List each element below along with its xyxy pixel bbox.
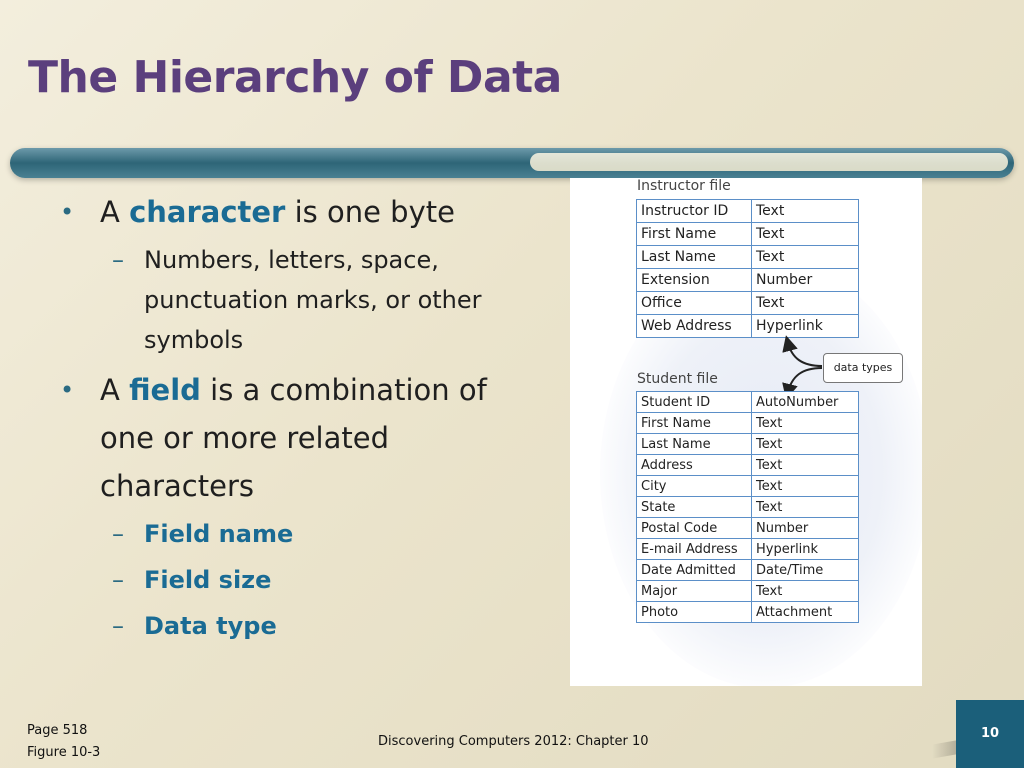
- bullet-field: [60, 366, 510, 510]
- dash-icon: –: [112, 566, 124, 594]
- student-table-row: [637, 392, 859, 413]
- data-type-cell: Attachment: [752, 602, 859, 623]
- student-table-row: [637, 476, 859, 497]
- field-name-cell: Address: [637, 455, 752, 476]
- bullet-text: is one byte: [294, 195, 455, 229]
- field-name-cell: Major: [637, 581, 752, 602]
- student-table-row: [637, 455, 859, 476]
- page-reference: Page 518: [27, 723, 88, 738]
- field-name-cell: Postal Code: [637, 518, 752, 539]
- footer-book-title: Discovering Computers 2012: Chapter 10: [378, 734, 649, 749]
- student-table-row: [637, 518, 859, 539]
- data-type-cell: Text: [752, 246, 859, 269]
- bullet-dot-icon: •: [60, 376, 75, 404]
- data-type-cell: Date/Time: [752, 560, 859, 581]
- field-name-cell: Last Name: [637, 246, 752, 269]
- data-type-cell: Text: [752, 581, 859, 602]
- field-name-cell: Instructor ID: [637, 200, 752, 223]
- slide-title: The Hierarchy of Data: [28, 52, 562, 103]
- student-file-label: Student file: [637, 371, 718, 387]
- data-type-cell: Text: [752, 200, 859, 223]
- sub-bullet: [60, 514, 510, 554]
- field-name-cell: First Name: [637, 223, 752, 246]
- student-table-row: [637, 539, 859, 560]
- sub-bullet-data-type: Data type: [144, 612, 277, 640]
- student-table-row: [637, 581, 859, 602]
- sub-bullet: [60, 606, 510, 646]
- bullet-prefix: A: [100, 195, 120, 229]
- data-type-cell: Text: [752, 292, 859, 315]
- field-name-cell: Student ID: [637, 392, 752, 413]
- sub-bullet-field-name: Field name: [144, 520, 294, 548]
- arrow-to-student-table: [788, 368, 822, 392]
- bullet-character: [60, 188, 510, 236]
- bullet-prefix: A: [100, 373, 120, 407]
- sub-bullet: [60, 240, 510, 360]
- student-table-row: [637, 434, 859, 455]
- slide-number: 10: [956, 700, 1024, 768]
- sub-bullet: [60, 560, 510, 600]
- data-type-cell: Hyperlink: [752, 539, 859, 560]
- field-name-cell: Office: [637, 292, 752, 315]
- data-type-cell: Number: [752, 518, 859, 539]
- figure-reference: Figure 10-3: [27, 745, 101, 760]
- bullet-text: is a combination of one or more related characters: [100, 373, 487, 503]
- bullet-list: [60, 188, 510, 652]
- field-name-cell: Photo: [637, 602, 752, 623]
- slide-footer-reference: [27, 720, 100, 764]
- arrow-to-instructor-table: [788, 343, 822, 366]
- field-name-cell: E-mail Address: [637, 539, 752, 560]
- title-divider-highlight: [530, 153, 1008, 171]
- data-type-cell: AutoNumber: [752, 392, 859, 413]
- student-file-table: [636, 391, 859, 623]
- dash-icon: –: [112, 246, 124, 274]
- data-type-cell: Hyperlink: [752, 315, 859, 338]
- instructor-file-label: Instructor file: [637, 178, 731, 194]
- data-type-cell: Number: [752, 269, 859, 292]
- data-types-callout: data types: [823, 353, 903, 383]
- field-name-cell: Web Address: [637, 315, 752, 338]
- figure-10-3: [570, 178, 922, 686]
- field-name-cell: Last Name: [637, 434, 752, 455]
- dash-icon: –: [112, 520, 124, 548]
- data-type-cell: Text: [752, 476, 859, 497]
- data-type-cell: Text: [752, 497, 859, 518]
- keyword-field: field: [129, 373, 201, 407]
- field-name-cell: Extension: [637, 269, 752, 292]
- data-type-cell: Text: [752, 223, 859, 246]
- field-name-cell: State: [637, 497, 752, 518]
- title-divider-bar: [10, 148, 1014, 178]
- field-name-cell: Date Admitted: [637, 560, 752, 581]
- dash-icon: –: [112, 612, 124, 640]
- sub-bullet-text: Numbers, letters, space, punctuation marks, or other symbols: [144, 246, 482, 354]
- student-table-row: [637, 497, 859, 518]
- bullet-dot-icon: •: [60, 198, 75, 226]
- student-table-row: [637, 413, 859, 434]
- data-type-cell: Text: [752, 413, 859, 434]
- data-type-cell: Text: [752, 434, 859, 455]
- student-table-row: [637, 602, 859, 623]
- keyword-character: character: [129, 195, 286, 229]
- field-name-cell: City: [637, 476, 752, 497]
- student-table-row: [637, 560, 859, 581]
- sub-bullet-field-size: Field size: [144, 566, 272, 594]
- field-name-cell: First Name: [637, 413, 752, 434]
- data-type-cell: Text: [752, 455, 859, 476]
